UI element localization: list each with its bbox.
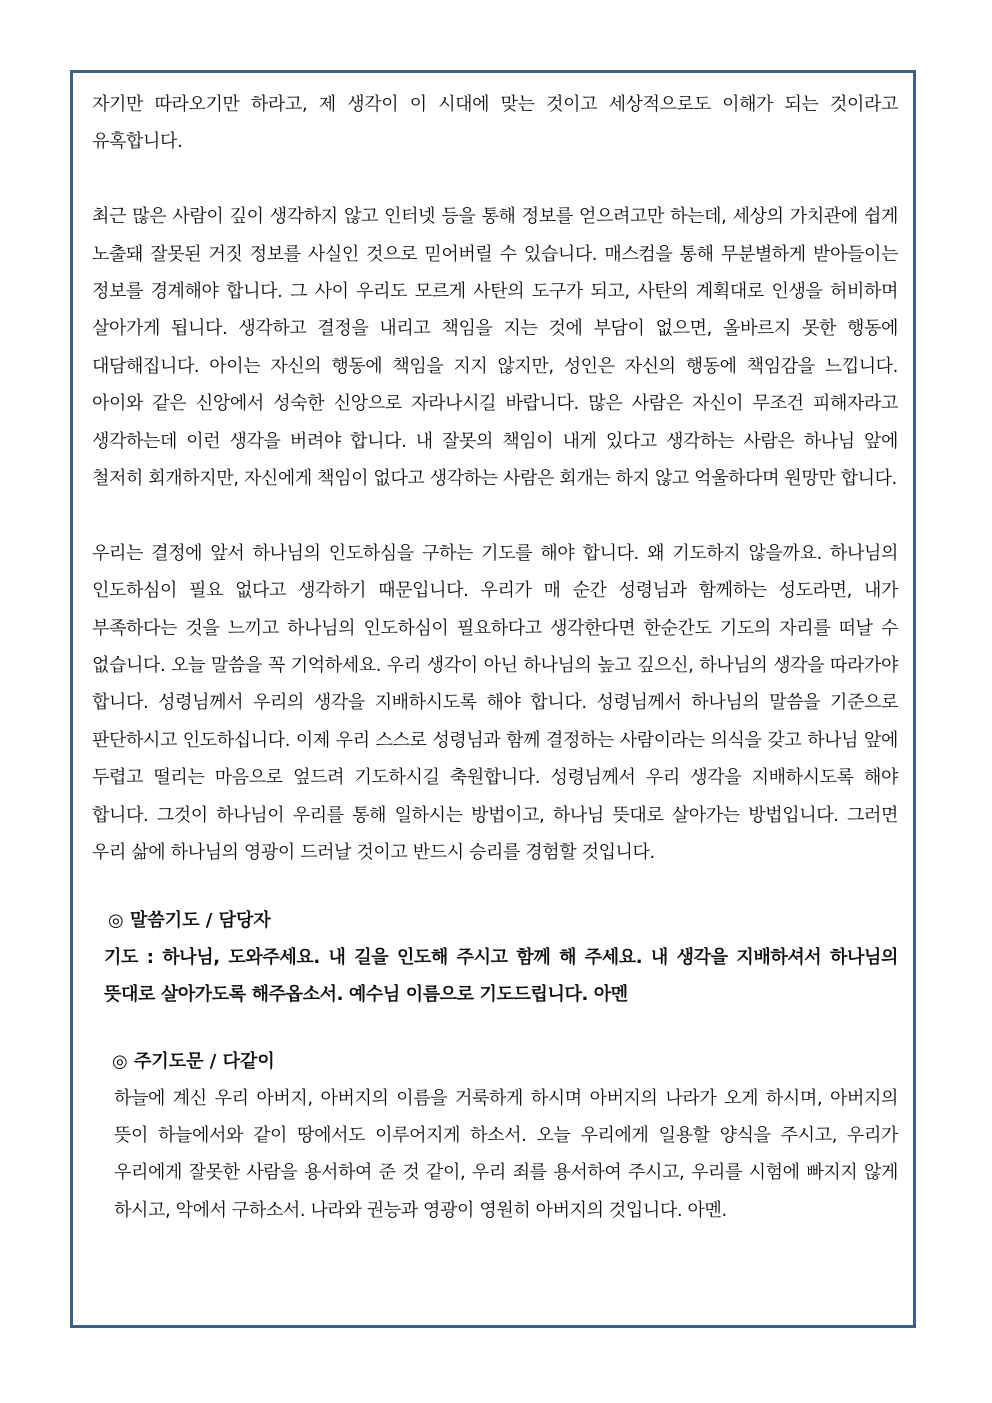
paragraph-spacer (92, 161, 898, 198)
paragraph-responsibility: 최근 많은 사람이 깊이 생각하지 않고 인터넷 등을 통해 정보를 얻으려고만 하는데, 세상의 가치관에 쉽게 노출돼 잘못된 거짓 정보를 사실인 것으로 믿어버릴 수 있습니다. 매스컴을 통해 무분별하게 받아들이는 정보를 경계해야 합니다. 그 사이 우리도 모르게 사탄의 도구가 되고, 사탄의 계획대로 인생을 허비하며 살아가게 됩니다. 생각하고 결정을 내리고 책임을 지는 것에 부담이 없으면, 올바르지 못한 행동에 대담해집니다. 아이는 자신의 행동에 책임을 지지 않지만, 성인은 자신의 행동에 책임감을 느낍니다. 아이와 같은 신앙에서 성숙한 신앙으로 자라나시길 바랍니다. 많은 사람은 자신이 무조건 피해자라고 생각하는데 이런 생각을 버려야 합니다. 내 잘못의 책임이 내게 있다고 생각하는 사람은 하나님 앞에 철저히 회개하지만, 자신에게 책임이 없다고 생각하는 사람은 회개는 하지 않고 억울하다며 원망만 합니다. (92, 206, 898, 490)
section-spacer (92, 872, 898, 902)
paragraph-guidance: 우리는 결정에 앞서 하나님의 인도하심을 구하는 기도를 해야 합니다. 왜 기도하지 않을까요. 하나님의 인도하심이 필요 없다고 생각하기 때문입니다. 우리가 매 순간 성령님과 함께하는 성도라면, 내가 부족하다는 것을 느끼고 하나님의 인도하심이 필요하다고 생각한다면 한순간도 기도의 자리를 떠날 수 없습니다. 오늘 말씀을 꼭 기억하세요. 우리 생각이 아닌 하나님의 높고 깊으신, 하나님의 생각을 따라가야 합니다. 성령님께서 우리의 생각을 지배하시도록 해야 합니다. 성령님께서 하나님의 말씀을 기준으로 판단하시고 인도하십니다. 이제 우리 스스로 성령님과 함께 결정하는 사람이라는 의식을 갖고 하나님 앞에 두렵고 떨리는 마음으로 엎드려 기도하시길 축원합니다. 성령님께서 우리 생각을 지배하시도록 해야 합니다. 그것이 하나님이 우리를 통해 일하시는 방법이고, 하나님 뜻대로 살아가는 방법입니다. 그러면 우리 삶에 하나님의 영광이 드러날 것이고 반드시 승리를 경험할 것입니다. (92, 542, 898, 864)
paragraph-intro: 자기만 따라오기만 하라고, 제 생각이 이 시대에 맞는 것이고 세상적으로도 이해가 되는 것이라고 유혹합니다. (92, 94, 898, 153)
lords-prayer-section (92, 1043, 898, 1230)
prayer-text: 기도 : 하나님, 도와주세요. 내 길을 인도해 주시고 함께 해 주세요. 내 생각을 지배하셔서 하나님의 뜻대로 살아가도록 해주옵소서. 예수님 이름으로 기도드립니다. 아멘 (104, 946, 898, 1005)
prayer-section (92, 902, 898, 1013)
lords-prayer-title: ◎ 주기도문 / 다같이 (112, 1050, 275, 1072)
lords-prayer-text: 하늘에 계신 우리 아버지, 아버지의 이름을 거룩하게 하시며 아버지의 나라가 오게 하시며, 아버지의 뜻이 하늘에서와 같이 땅에서도 이루어지게 하소서. 오늘 우리에게 일용할 양식을 주시고, 우리가 우리에게 잘못한 사람을 용서하여 준 것 같이, 우리 죄를 용서하여 주시고, 우리를 시험에 빠지지 않게 하시고, 악에서 구하소서. 나라와 권능과 영광이 영원히 아버지의 것입니다. 아멘. (114, 1087, 898, 1221)
section-spacer (92, 1013, 898, 1043)
document-body (92, 86, 898, 1229)
paragraph-spacer (92, 497, 898, 534)
prayer-section-title: ◎ 말씀기도 / 담당자 (108, 909, 271, 931)
